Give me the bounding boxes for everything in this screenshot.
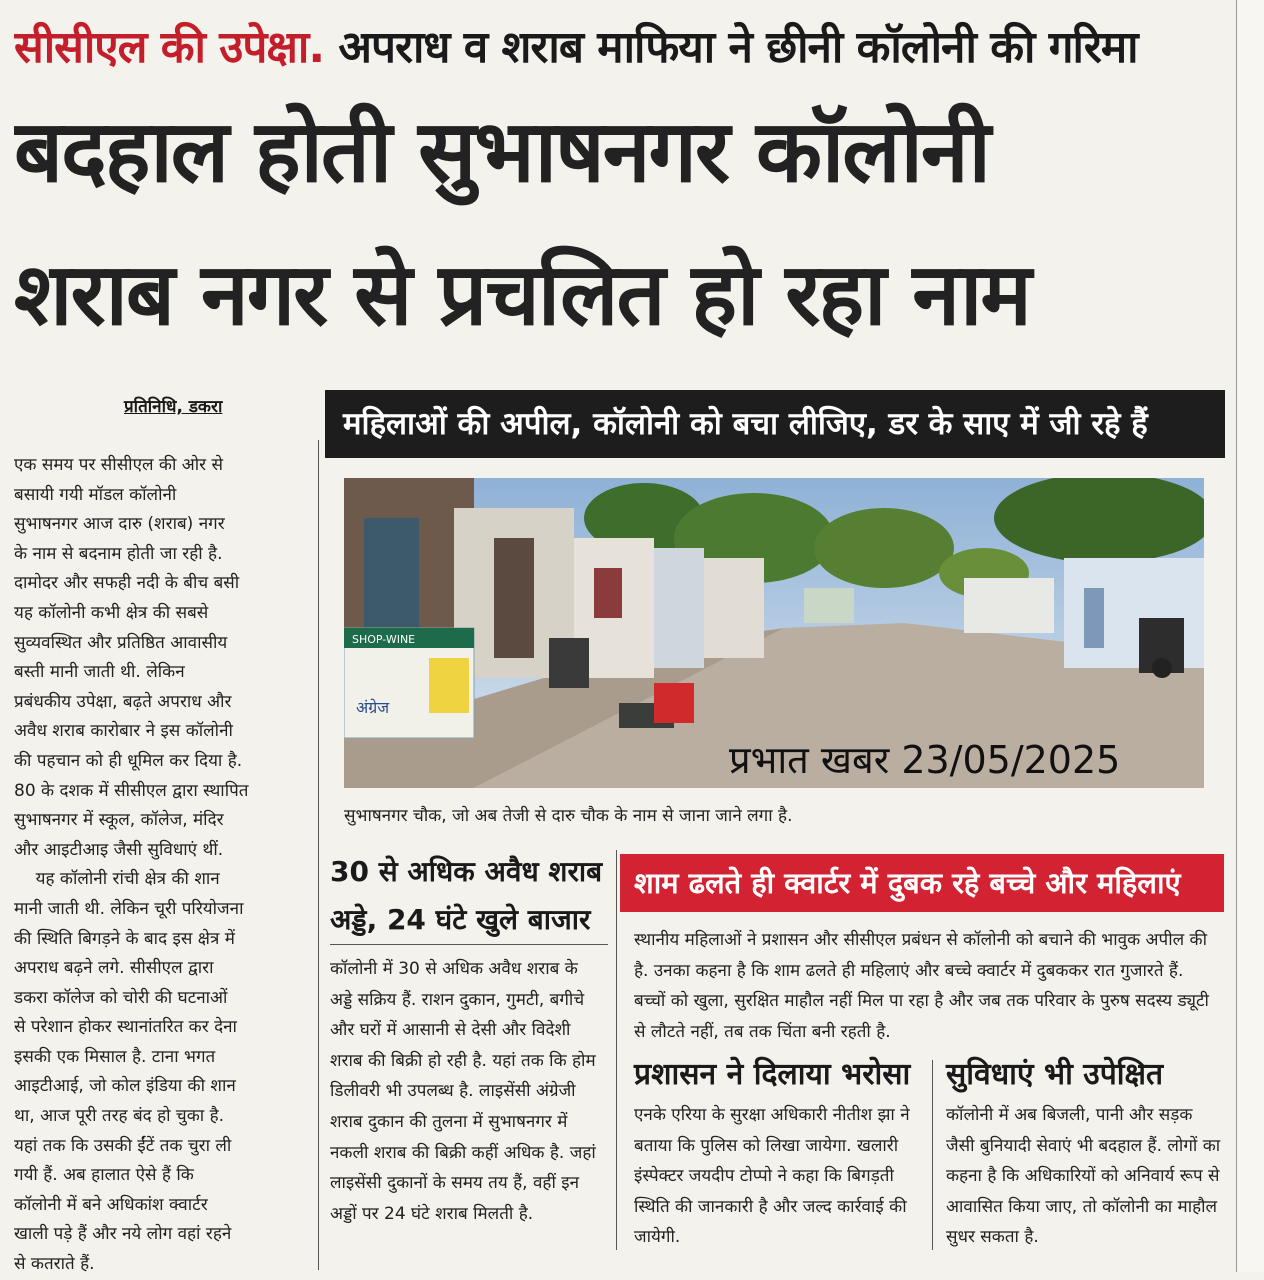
column-1-line: की पहचान को ही धूमिल कर दिया है. xyxy=(14,750,243,771)
column-1-line: के नाम से बदनाम होती जा रही है. xyxy=(14,543,223,564)
column-1-line: की स्थिति बिगड़ने के बाद इस क्षेत्र में xyxy=(14,928,235,949)
inner-divider xyxy=(616,850,617,1250)
column-1-line: सुभाषनगर में स्कूल, कॉलेज, मंदिर xyxy=(14,810,224,831)
photo-caption: सुभाषनगर चौक, जो अब तेजी से दारु चौक के नाम से जाना जाने लगा है. xyxy=(344,806,793,826)
column-divider xyxy=(318,440,319,1270)
kicker-black: अपराध व शराब माफिया ने छीनी कॉलोनी की गरिमा xyxy=(324,22,1138,73)
street-scene-illustration xyxy=(344,478,1204,788)
column-1-line: बस्ती मानी जाती थी. लेकिन xyxy=(14,662,185,683)
column-1-line: और आइटीआइ जैसी सुविधाएं थीं. xyxy=(14,839,224,860)
column-1-line: डकरा कॉलेज को चोरी की घटनाओं xyxy=(14,987,228,1008)
column-1-line: दामोदर और सफही नदी के बीच बसी xyxy=(14,573,240,594)
subheading-liquor-dens: 30 से अधिक अवैध शराब अड्डे, 24 घंटे खुले बाजार xyxy=(330,855,603,936)
column-1-line: था, आज पूरी तरह बंद हो चुका है. xyxy=(14,1106,225,1127)
headline-line-1: बदहाल होती सुभाषनगर कॉलोनी xyxy=(14,102,989,202)
column-1-line: बसायी गयी मॉडल कॉलोनी xyxy=(14,484,177,505)
column-1-line: खाली पड़े हैं और नये लोग वहां रहने xyxy=(14,1224,232,1245)
subheading-admin-assurance: प्रशासन ने दिलाया भरोसा xyxy=(634,1057,911,1092)
column-1-line: से कतराते हैं. xyxy=(14,1254,95,1275)
board-text: अंग्रेज xyxy=(356,698,390,717)
body-facilities: कॉलोनी में अब बिजली, पानी और सड़क जैसी बुनियादी सेवाएं भी बदहाल हैं. लोगों का कहना है कि अधिकारियों को अनिवार्य रूप से आवासित किया जाए, तो कॉलोनी का माहौल सुधर सकता है. xyxy=(946,1105,1221,1248)
column-1-line: यह कॉलोनी कभी क्षेत्र की सबसे xyxy=(14,602,209,623)
column-1-line: से परेशान होकर स्थानांतरित कर देना xyxy=(14,1017,237,1038)
column-1-line: गयी हैं. अब हालात ऐसे हैं कि xyxy=(14,1165,194,1186)
body-women-appeal: स्थानीय महिलाओं ने प्रशासन और सीसीएल प्रबंधन से कॉलोनी को बचाने की भावुक अपील की है. उनका कहना है कि शाम ढलते ही महिलाएं और बच्चे क्वार्टर में दुबककर रात गुजारते हैं. बच्चों को खुला, सुरक्षित माहौल नहीं मिल पा रहा है और जब तक परिवार के पुरुष सदस्य ड्यूटी से लौटते नहीं, तब तक चिंता बनी रहती है. xyxy=(634,930,1209,1042)
street-photo xyxy=(344,478,1204,788)
photo-banner: महिलाओं की अपील, कॉलोनी को बचा लीजिए, डर के साए में जी रहे हैं xyxy=(325,390,1225,458)
column-1-line: 80 के दशक में सीसीएल द्वारा स्थापित xyxy=(14,780,249,801)
column-1-line: एक समय पर सीसीएल की ओर से xyxy=(14,455,224,475)
red-banner: शाम ढलते ही क्वार्टर में दुबक रहे बच्चे और महिलाएं xyxy=(620,854,1224,912)
adjacent-page-strip xyxy=(1238,0,1264,1272)
page-edge-divider xyxy=(1236,0,1237,1272)
byline: प्रतिनिधि, डकरा xyxy=(124,397,223,417)
sub1-underline xyxy=(330,944,608,945)
kicker-line xyxy=(14,18,1234,78)
column-1-line: मानी जाती थी. लेकिन चूरी परियोजना xyxy=(14,898,244,919)
kicker-red: सीसीएल की उपेक्षा. xyxy=(14,22,325,73)
column-1-line: सुव्यवस्थित और प्रतिष्ठित आवासीय xyxy=(14,632,228,653)
column-1-line: आइटीआई, जो कोल इंडिया की शान xyxy=(14,1076,236,1097)
column-1-line: अपराध बढ़ने लगे. सीसीएल द्वारा xyxy=(14,958,214,979)
bottom-divider xyxy=(932,1060,933,1250)
column-1-line: कॉलोनी में बने अधिकांश क्वार्टर xyxy=(14,1194,208,1215)
column-1-line: अवैध शराब कारोबार ने इस कॉलोनी xyxy=(14,721,233,742)
column-1-line: यहां तक कि उसकी ईंटें तक चुरा ली xyxy=(14,1135,232,1156)
subheading-facilities: सुविधाएं भी उपेक्षित xyxy=(946,1057,1164,1092)
sign-text: SHOP-WINE xyxy=(352,633,416,646)
column-1-line: यह कॉलोनी रांची क्षेत्र की शान xyxy=(14,869,220,890)
column-1-line: प्रबंधकीय उपेक्षा, बढ़ते अपराध और xyxy=(14,691,232,712)
body-liquor-dens: कॉलोनी में 30 से अधिक अवैध शराब के अड्डे सक्रिय हैं. राशन दुकान, गुमटी, बगीचे और घरों में आसानी से देसी और विदेशी शराब की बिक्री हो रही है. यहां तक कि होम डिलीवरी भी उपलब्ध है. लाइसेंसी अंग्रेजी शराब दुकान की तुलना में सुभाषनगर में नकली शराब की बिक्री कहीं अधिक है. जहां लाइसेंसी दुकानों के समय तय हैं, वहीं इन अड्डों पर 24 घंटे शराब मिलती है. xyxy=(330,959,596,1224)
newspaper-watermark: प्रभात खबर 23/05/2025 xyxy=(729,738,1121,782)
column-1-body xyxy=(14,451,296,1280)
headline-line-2: शराब नगर से प्रचलित हो रहा नाम xyxy=(14,245,1030,345)
body-admin-assurance: एनके एरिया के सुरक्षा अधिकारी नीतीश झा ने बताया कि पुलिस को लिखा जायेगा. खलारी इंस्पेक्टर जयदीप टोप्पो ने कहा कि बिगड़ती स्थिति की जानकारी है और जल्द कार्रवाई की जायेगी. xyxy=(634,1105,910,1248)
column-1-line: इसकी एक मिसाल है. टाना भगत xyxy=(14,1046,216,1067)
column-1-line: सुभाषनगर आज दारु (शराब) नगर xyxy=(14,514,225,535)
